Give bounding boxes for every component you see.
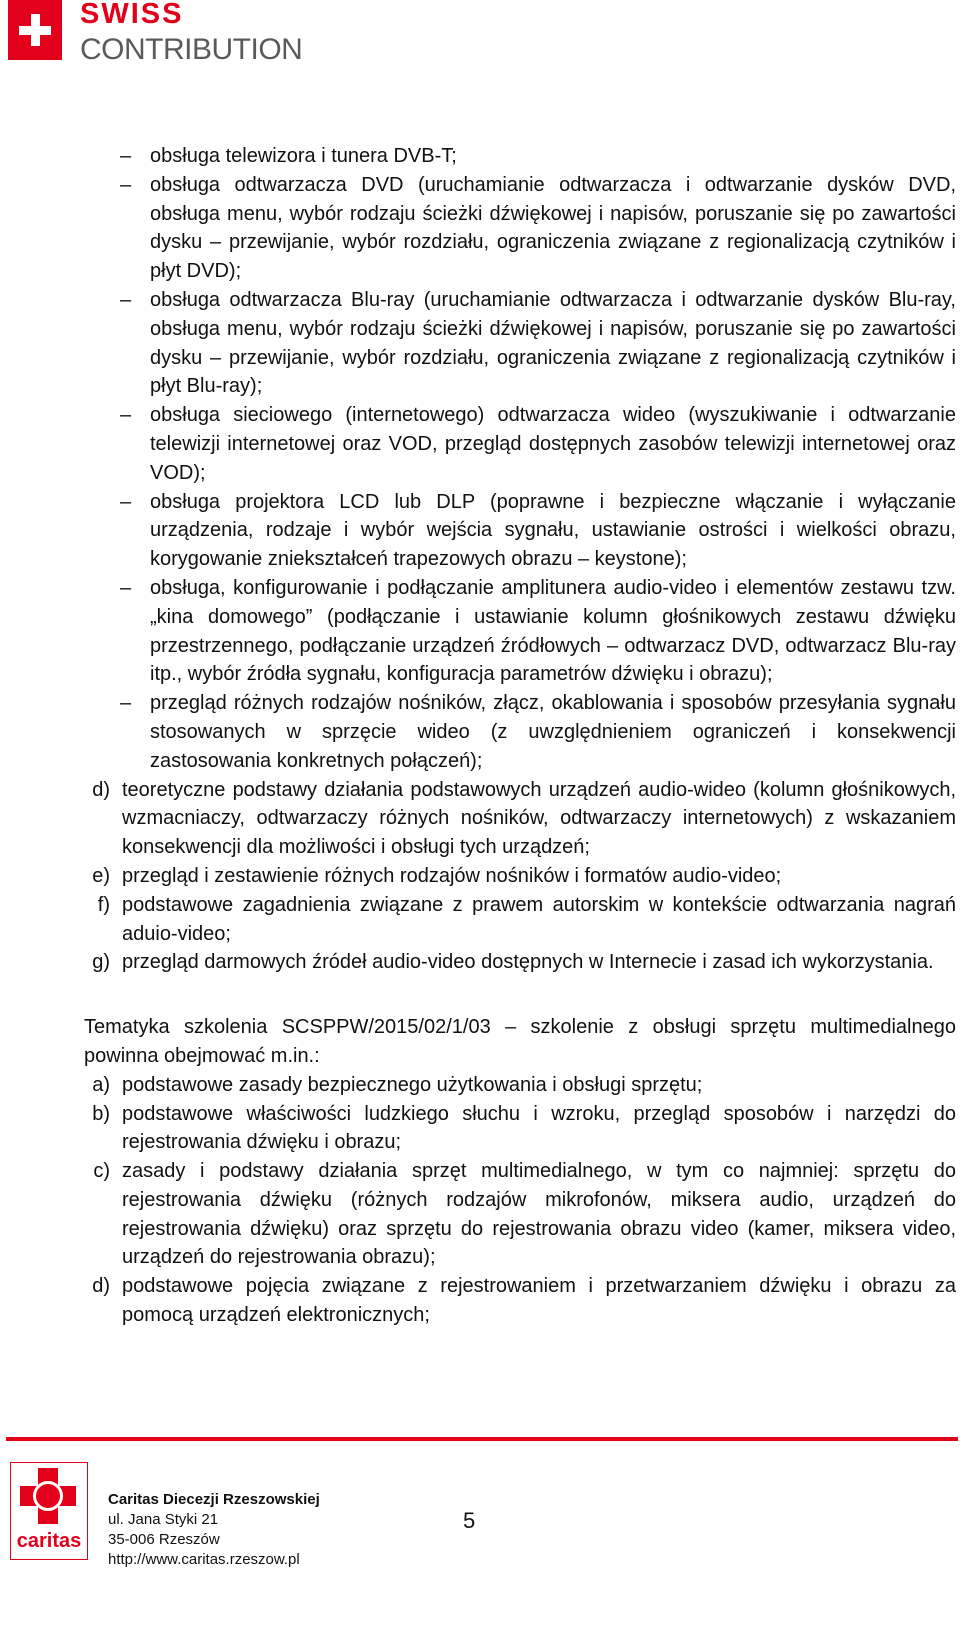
list-item-text: przegląd darmowych źródeł audio-video dostępnych w Internecie i zasad ich wykorzystania. [122,951,934,974]
list-marker: g) [92,951,110,974]
list-item [84,1100,956,1158]
footer-city: 35-006 Rzeszów [108,1531,220,1548]
list-item-text: teoretyczne podstawy działania podstawowych urządzeń audio-wideo (kolumn głośnikowych, wzmacniaczy, odtwarzaczy różnych nośników, odtwarzaczy internetowych) z wskazaniem konsekwencji dla możliwości i obsługi tych urządzeń; [122,778,956,859]
logo-swiss-text: SWISS [80,0,184,30]
list-item [84,891,956,949]
footer-street: ul. Jana Styki 21 [108,1511,219,1528]
footer-address [108,1490,320,1570]
dash-item: – obsługa, konfigurowanie i podłączanie amplitunera audio-video i elementów zestawu tzw. „kina domowego” (podłączanie i ustawianie kolumn głośnikowych zestawu dźwięku przestrzennego, podłączanie urządzeń źródłowych – odtwarzacz DVD, odtwarzacz Blu-ray itp., wybór źródła sygnału, konfiguracja parametrów dźwięku i obrazu); [120,574,956,689]
list-item-text: przegląd i zestawienie różnych rodzajów nośników i formatów audio-video; [122,864,782,887]
list-item [84,1071,956,1100]
list-marker: d) [92,1275,110,1298]
dash-item: – obsługa sieciowego (internetowego) odtwarzacza wideo (wyszukiwanie i odtwarzanie telewizji internetowej oraz VOD, przegląd dostępnych zasobów telewizji internetowej oraz VOD); [120,401,956,487]
caritas-cross-icon [20,1468,76,1524]
footer-org-name: Caritas Diecezji Rzeszowskiej [108,1491,320,1508]
caritas-logo [10,1462,88,1560]
swiss-cross-icon [8,0,62,60]
dash-item: – przegląd różnych rodzajów nośników, złącz, okablowania i sposobów przesyłania sygnału stosowanych w sprzęcie wideo (z uwzględnieniem ograniczeń i konsekwencji zastosowania konkretnych połączeń); [120,689,956,775]
list-marker: f) [97,893,110,916]
dash-item: – obsługa odtwarzacza Blu-ray (uruchamianie odtwarzacza i odtwarzanie dysków Blu-ray, obsługa menu, wybór rodzaju ścieżki dźwiękowej i napisów, poruszanie się po zawartości dysku – przewijanie, wybór rozdziału, ograniczenia związane z regionalizacją czytników i płyt Blu-ray); [120,286,956,401]
letter-list-1 [84,776,956,978]
list-marker: a) [92,1073,110,1096]
list-marker: b) [92,1102,110,1125]
list-marker: d) [92,778,110,801]
list-item-text: podstawowe zagadnienia związane z prawem autorskim w kontekście odtwarzania nagrań aduio-video; [122,893,956,945]
caritas-logo-word: caritas [16,1530,82,1552]
list-item [84,776,956,862]
list-item-text: podstawowe właściwości ludzkiego słuchu i wzroku, przegląd sposobów i narzędzi do rejestrowania dźwięku i obrazu; [122,1102,956,1154]
list-item [84,862,956,891]
list-item-text: zasady i podstawy działania sprzęt multimedialnego, w tym co najmniej: sprzętu do rejestrowania dźwięku (różnych rodzajów mikrofonów, miksera audio, urządzeń do rejestrowania dźwięku) oraz sprzętu do rejestrowania obrazu video (kamer, miksera video, urządzeń do rejestrowania obrazu); [122,1160,956,1269]
list-item [84,1157,956,1272]
page-number: 5 [463,1508,476,1533]
dash-list [120,142,956,776]
dash-item: – obsługa projektora LCD lub DLP (poprawne i bezpieczne włączanie i wyłączanie urządzenia, rodzaje i wybór wejścia sygnału, ustawianie ostrości i wielkości obrazu, korygowanie zniekształceń trapezowych obrazu – keystone); [120,488,956,574]
list-item [84,948,956,977]
list-item-text: podstawowe zasady bezpiecznego użytkowania i obsługi sprzętu; [122,1073,703,1096]
dash-item: – obsługa odtwarzacza DVD (uruchamianie odtwarzacza i odtwarzanie dysków DVD, obsługa menu, wybór rodzaju ścieżki dźwiękowej i napisów, poruszanie się po zawartości dysku – przewijanie, wybór rozdziału, ograniczenia związane z regionalizacją czytników i płyt DVD); [120,171,956,286]
list-marker: c) [93,1160,110,1183]
document-body [84,142,956,1330]
list-item-text: podstawowe pojęcia związane z rejestrowaniem i przetwarzaniem dźwięku i obrazu za pomocą urządzeń elektronicznych; [122,1275,956,1327]
letter-list-2 [84,1071,956,1330]
list-marker: e) [92,864,110,887]
dash-item: – obsługa telewizora i tunera DVB-T; [120,142,956,171]
logo-contribution-text: CONTRIBUTION [80,33,303,66]
training-paragraph: Tematyka szkolenia SCSPPW/2015/02/1/03 – szkolenie z obsługi sprzętu multimedialnego powinna obejmować m.in.: [84,1016,956,1067]
list-item [84,1272,956,1330]
footer-website-link[interactable]: http://www.caritas.rzeszow.pl [108,1551,300,1568]
footer-divider [6,1437,958,1441]
